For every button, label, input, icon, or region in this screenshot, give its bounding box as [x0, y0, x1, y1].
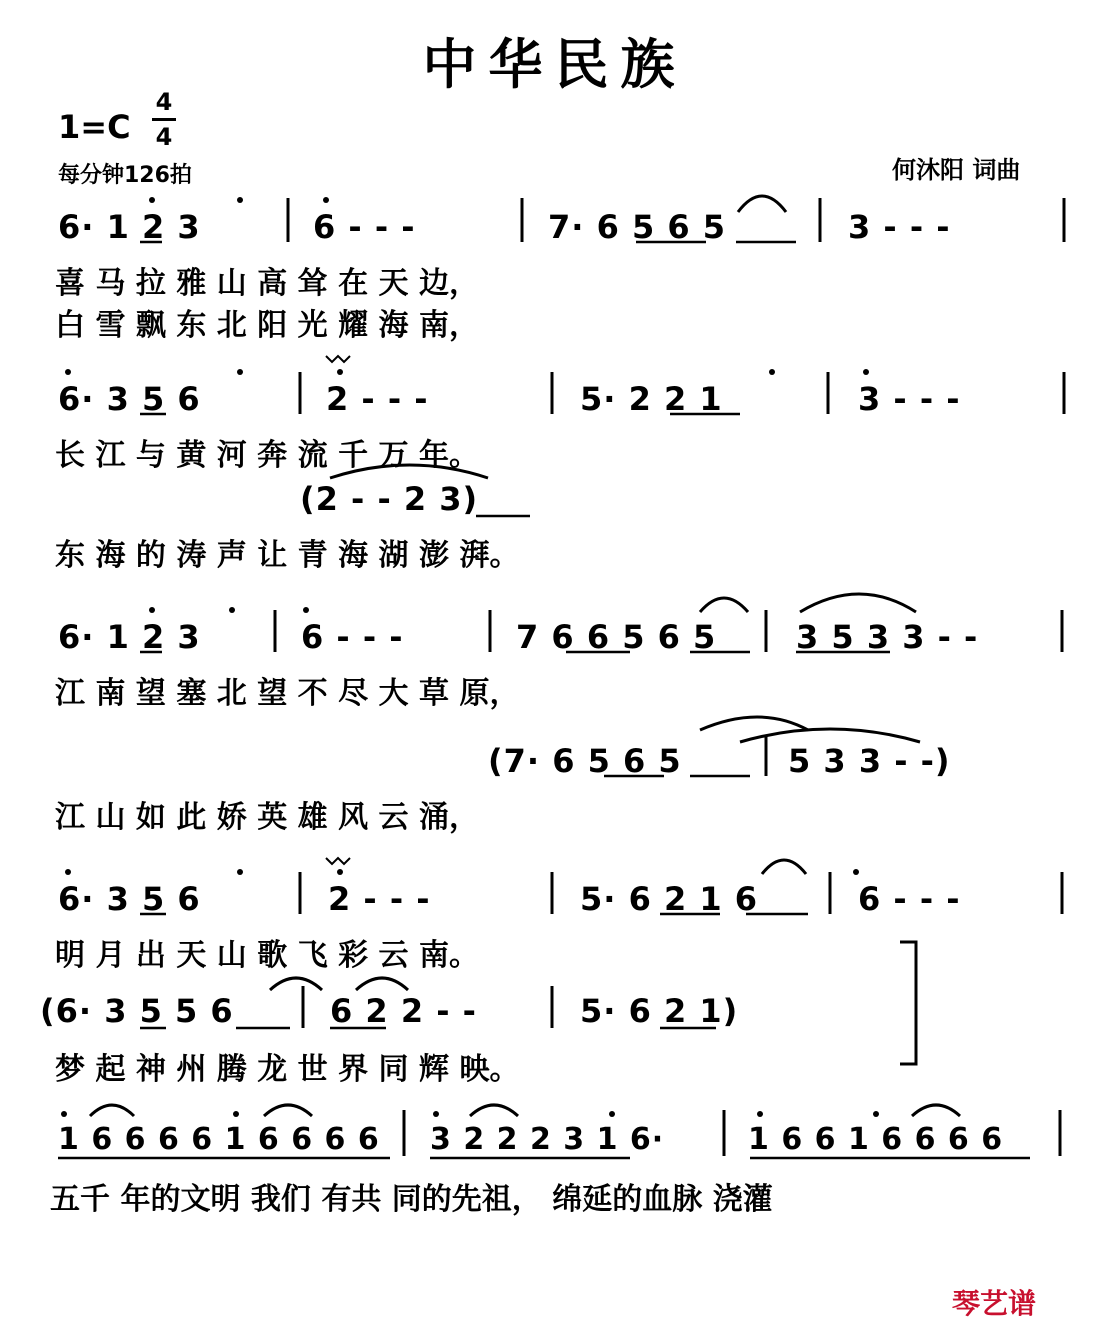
measure: 3 2 2 2 3 1 6· — [430, 1122, 665, 1157]
measure: 5· 2 2 1 — [580, 380, 723, 418]
lyric-line: 五千 年的文明 我们 有共 同的先祖， 绵延的血脉 浇灌 — [50, 1182, 773, 1217]
key-signature: 1=C — [58, 108, 131, 146]
lyric-line: 东 海 的 涛 声 让 青 海 湖 澎 湃。 — [55, 538, 520, 573]
measure: 3 5 3 3 - - — [796, 618, 979, 656]
lyric-line: 明 月 出 天 山 歌 飞 彩 云 南。 — [55, 938, 479, 973]
measure: 6· 1 2 3 — [58, 208, 201, 246]
measure: 5· 6 2 1 6 — [580, 880, 759, 918]
lyric-line: 江 南 望 塞 北 望 不 尽 大 草 原， — [55, 676, 520, 711]
measure: (2 - - 2 3) — [300, 480, 479, 518]
measure: 7· 6 5 6 5 — [548, 208, 727, 246]
measure: 1 6 6 6 6 1 6 6 6 6 — [58, 1122, 380, 1157]
composer-credit: 何沐阳 词曲 — [892, 156, 1021, 184]
lyric-line: 白 雪 飘 东 北 阳 光 耀 海 南， — [55, 308, 479, 343]
lyric-line: 江 山 如 此 娇 英 雄 风 云 涌， — [55, 800, 479, 835]
measure: 2 - - - — [328, 880, 431, 918]
watermark-logo: 琴艺谱 — [952, 1287, 1037, 1320]
measure: 2 - - - — [326, 380, 429, 418]
measure: (6· 3 5 5 6 — [40, 992, 234, 1030]
measure: 6 2 2 - - — [330, 992, 477, 1030]
measure: 6· 3 5 6 — [58, 880, 201, 918]
lyric-line: 喜 马 拉 雅 山 高 耸 在 天 边， — [55, 266, 479, 301]
measure: 6 - - - — [301, 618, 404, 656]
time-signature-top: 4 — [155, 88, 173, 116]
lyric-line: 长 江 与 黄 河 奔 流 千 万 年。 — [55, 438, 479, 473]
measure: 6 - - - — [313, 208, 416, 246]
measure: 6· 1 2 3 — [58, 618, 201, 656]
measure: 7 6 6 5 6 5 — [516, 618, 717, 656]
tempo-marking: 每分钟126拍 — [58, 163, 192, 188]
measure: 3 - - - — [848, 208, 951, 246]
measure: 6· 3 5 6 — [58, 380, 201, 418]
measure: 1 6 6 1 6 6 6 6 — [748, 1122, 1004, 1157]
measure: 5 3 3 - -) — [788, 742, 951, 780]
song-title: 中华民族 — [422, 32, 687, 96]
measure: (7· 6 5 6 5 — [488, 742, 682, 780]
lyric-line: 梦 起 神 州 腾 龙 世 界 同 辉 映。 — [55, 1052, 520, 1087]
time-signature-bottom: 4 — [155, 123, 173, 151]
measure: 6 - - - — [858, 880, 961, 918]
measure: 5· 6 2 1) — [580, 992, 739, 1030]
measure: 3 - - - — [858, 380, 961, 418]
